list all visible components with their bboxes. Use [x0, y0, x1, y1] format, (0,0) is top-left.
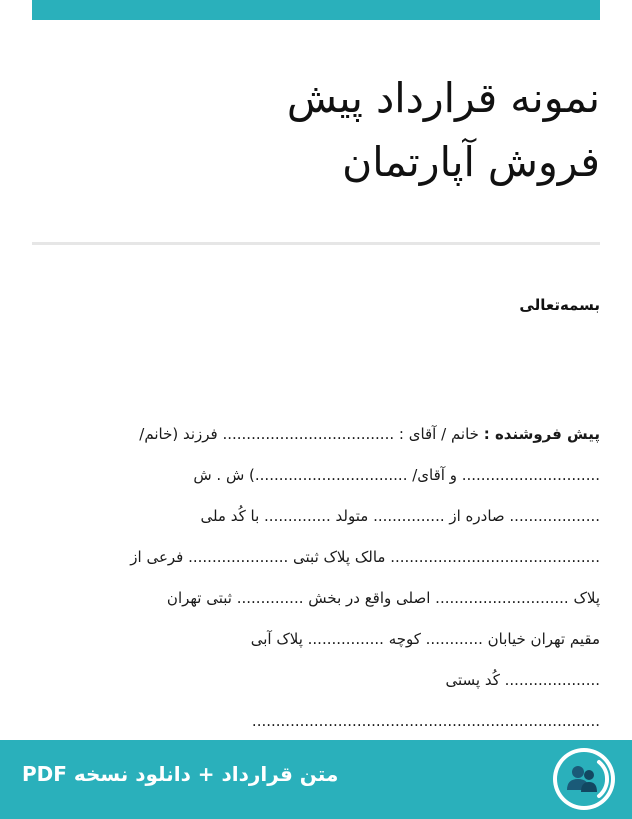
title-divider	[32, 242, 600, 245]
contract-line-8: .........................................................................	[251, 712, 600, 730]
basmala-heading: بسمه‌تعالی	[519, 296, 600, 314]
contract-line-3: ................... صادره از ............... متولد .............. با کُد ملی	[200, 507, 600, 525]
contract-line-7: .................... کُد پستی	[445, 671, 600, 689]
contract-line-1	[25, 414, 600, 455]
contract-line-6: مقیم تهران خیابان ............ کوچه ................ پلاک آبی	[250, 630, 600, 648]
contract-line-5: پلاک ............................ اصلی واقع در بخش .............. ثبتی تهران	[166, 589, 600, 607]
people-logo-icon	[553, 748, 615, 810]
title-line-2: فروش آپارتمان	[342, 138, 600, 186]
contract-line-1-text: خانم / آقای : .................................... فرزند (خانم/	[139, 425, 484, 443]
download-pdf-link[interactable]: متن قرارداد + دانلود نسخه PDF	[22, 762, 339, 786]
top-accent-bar	[32, 0, 600, 20]
seller-label: پیش فروشنده :	[483, 425, 600, 443]
page-title	[80, 66, 600, 194]
contract-body	[25, 414, 600, 742]
download-banner[interactable]	[0, 740, 632, 819]
contract-line-4: ............................................ مالک پلاک ثبتی ..................... فرعی از	[130, 548, 600, 566]
title-line-1: نمونه قرارداد پیش	[286, 74, 600, 122]
contract-line-2: ............................. و آقای/ ................................) ش . ش	[193, 466, 600, 484]
